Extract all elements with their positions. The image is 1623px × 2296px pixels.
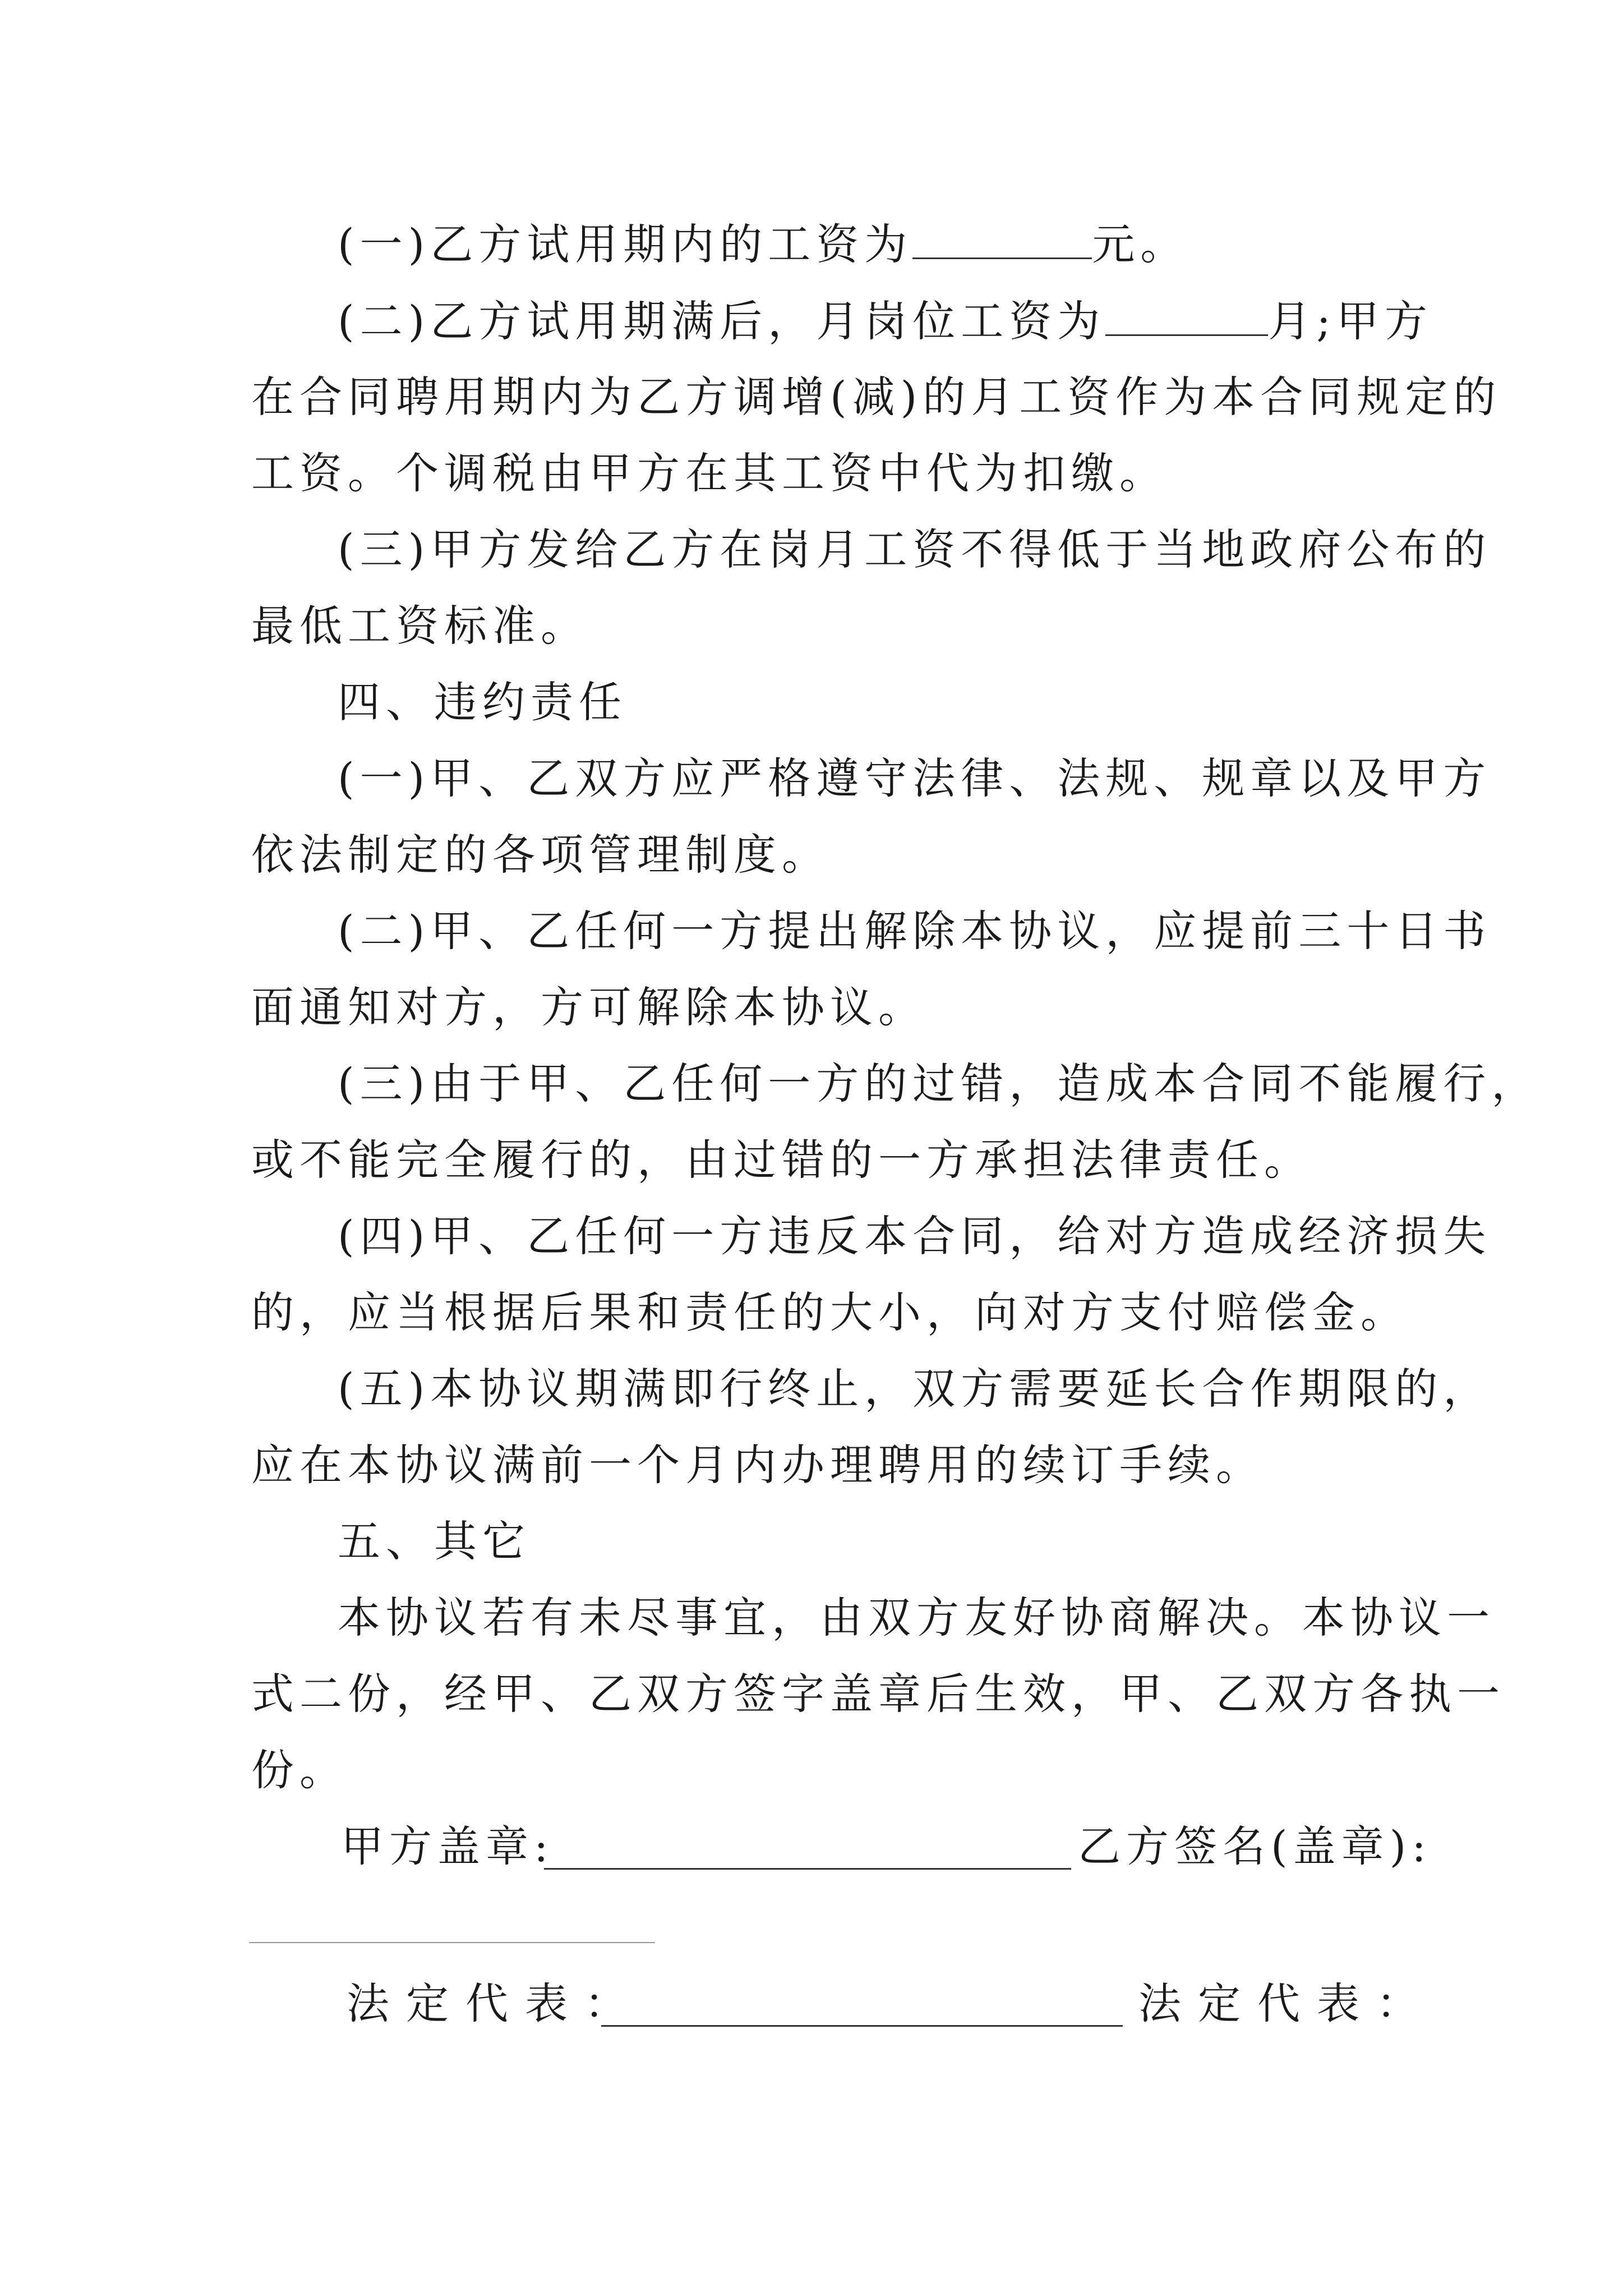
clause-line: (四)甲、乙任何一方违反本合同，给对方造成经济损失 [338,1211,1492,1261]
clause-line: 面通知对方，方可解除本协议。 [251,982,926,1032]
clause-line [338,295,1433,348]
clause-line: (一)甲、乙双方应严格遵守法律、法规、规章以及甲方 [338,753,1492,803]
separator-line [249,1942,655,1943]
section-heading: 五、其它 [338,1516,531,1566]
clause-line: 应在本协议满前一个月内办理聘用的续订手续。 [251,1440,1264,1490]
clause-line: 或不能完全履行的，由过错的一方承担法律责任。 [251,1135,1312,1185]
clause-line [338,218,1390,272]
clause-line: 本协议若有未尽事宜，由双方友好协商解决。本协议一 [338,1593,1495,1642]
clause-line: 份。 [251,1745,348,1795]
clause-line: 工资。个调税由甲方在其工资中代为扣缴。 [251,448,1168,498]
party-b-representative-label: 法定代表： [1138,1978,1436,2028]
blank-field-probation-salary [912,218,1092,259]
clause-line: (三)甲方发给乙方在岗月工资不得低于当地政府公布的 [338,524,1492,574]
party-b-sign-label: 乙方签名(盖章): [1078,1821,1432,1871]
party-a-seal-label: 甲方盖章: [341,1821,554,1871]
clause-line: (二)甲、乙任何一方提出解除本协议，应提前三十日书 [338,906,1492,956]
party-a-representative-label: 法定代表： [347,1978,644,2028]
section-heading: 四、违约责任 [338,677,627,727]
text-segment: (一)乙方试用期内的工资为 [338,219,913,269]
blank-field-monthly-salary [1105,295,1268,336]
party-a-seal-line [544,1868,1071,1870]
text-segment: (二)乙方试用期满后，月岗位工资为 [338,296,1106,346]
clause-line: (五)本协议期满即行终止，双方需要延长合作期限的， [338,1364,1492,1414]
clause-line: 的，应当根据后果和责任的大小，向对方支付赔偿金。 [251,1287,1409,1337]
clause-line: 在合同聘用期内为乙方调增(减)的月工资作为本合同规定的 [251,372,1502,422]
clause-line: 式二份，经甲、乙双方签字盖章后生效，甲、乙双方各执一 [251,1669,1505,1719]
clause-line: (三)由于甲、乙任何一方的过错，造成本合同不能履行， [338,1059,1540,1108]
clause-line: 依法制定的各项管理制度。 [251,830,830,880]
text-segment: 月;甲方 [1268,296,1433,346]
clause-line: 最低工资标准。 [251,601,589,651]
text-segment: 元。 [1092,219,1189,269]
party-a-representative-line [601,2025,1123,2027]
